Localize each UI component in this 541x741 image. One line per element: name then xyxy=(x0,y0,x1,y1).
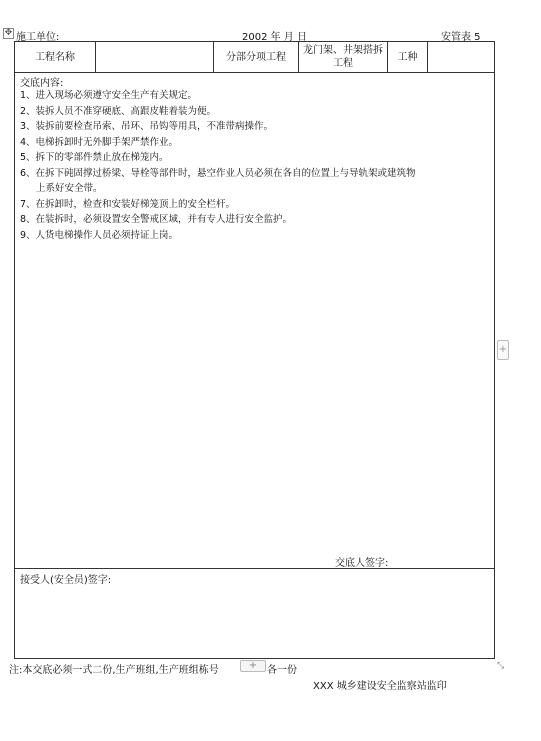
list-item: 4、电梯拆卸时无外脚手架严禁作业。 xyxy=(20,136,179,148)
footer-note-part2: 各一份 xyxy=(267,665,297,676)
header-row-divider xyxy=(15,72,494,73)
subproject-value[interactable]: 龙门架、井架搭拆工程 xyxy=(303,45,383,69)
list-item xyxy=(20,181,490,197)
work-type-label: 工种 xyxy=(397,51,418,63)
supervision-stamp-text: XXX 城乡建设安全监察站监印 xyxy=(313,681,447,692)
form-number: 安管表 5 xyxy=(441,32,481,43)
list-item-continuation: 上系好安全带。 xyxy=(36,183,103,194)
list-item: 8、在装拆时，必须设置安全警戒区域，并有专人进行安全监护。 xyxy=(20,214,293,225)
list-item: 1、进入现场必须遵守安全生产有关规定。 xyxy=(20,90,198,101)
list-item: 7、在拆卸时，检查和安装好梯笼顶上的安全栏杆。 xyxy=(20,198,236,210)
subproject-label: 分部分项工程 xyxy=(226,51,286,63)
resize-handle-icon[interactable]: ⤡ xyxy=(497,661,505,671)
table-move-handle-icon[interactable]: ✥ xyxy=(4,28,13,38)
list-item: 2、装拆人员不准穿硬底、高跟皮鞋着装为便。 xyxy=(20,105,217,117)
construction-unit-label: 施工单位: xyxy=(16,32,60,43)
disclosure-items-list xyxy=(20,88,490,243)
discloser-signature-label: 交底人签字: xyxy=(335,558,389,569)
project-name-value[interactable] xyxy=(96,42,213,72)
disclosure-table xyxy=(14,41,495,659)
content-title: 交底内容: xyxy=(20,78,64,89)
plus-icon: + xyxy=(248,660,258,671)
side-expand-icon[interactable]: + xyxy=(497,340,509,360)
date-label: 2002 年 月 日 xyxy=(242,32,307,43)
receiver-signature-label: 接受人(安全员)签字: xyxy=(20,575,112,586)
signature-row-divider xyxy=(15,568,494,569)
work-type-value[interactable] xyxy=(428,42,494,72)
list-item: 3、装拆前要检查吊索、吊环、吊钩等用具，不准带病操作。 xyxy=(20,121,274,132)
list-item: 5、拆下的零部件禁止放在梯笼内。 xyxy=(20,152,169,163)
list-item: 6、在拆下砘固撑过桥梁、导栓等部件时，悬空作业人员必须在各自的位置上与导轨架或建筑物 xyxy=(20,167,416,179)
list-item: 9、人货电梯操作人员必须持证上岗。 xyxy=(20,229,179,241)
project-name-label: 工程名称 xyxy=(35,51,75,63)
add-row-button[interactable] xyxy=(240,660,266,672)
footer-note-part1: 注:本交底必须一式二份,生产班组,生产班组栋号 xyxy=(9,665,219,676)
